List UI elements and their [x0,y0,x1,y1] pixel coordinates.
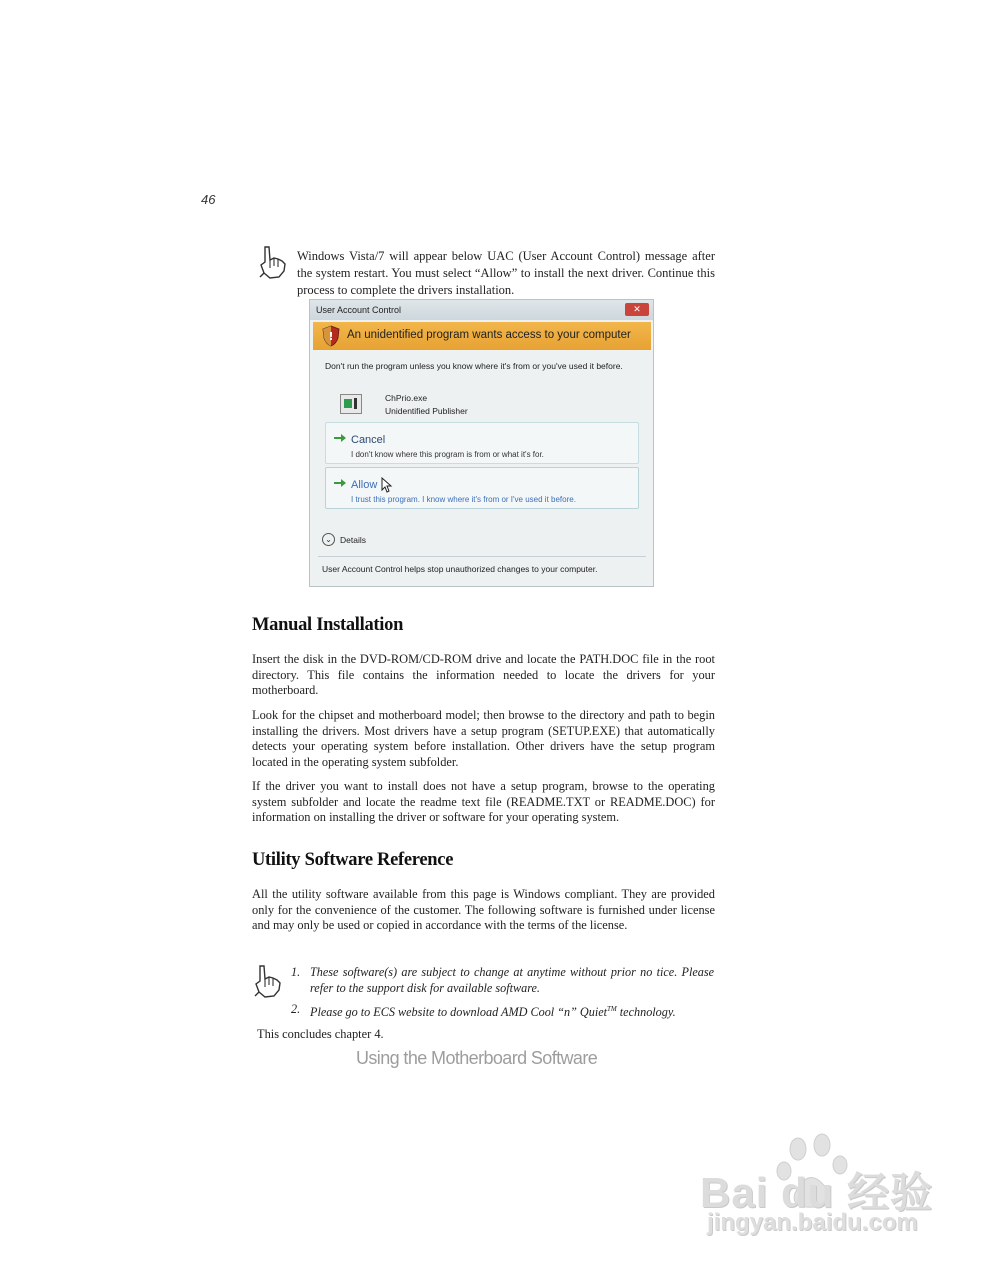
baidu-watermark-url: jingyan.baidu.com [707,1209,918,1236]
manual-paragraph-2: Look for the chipset and motherboard model; then browse to the directory and path to begin installing the drivers. Most drivers have a setup program (SETUP.EXE) that automatically detects your operating system before installation. Other drivers have the setup program located in the operating system subfolder. [252,708,715,769]
cancel-option-description: I don't know where this program is from or what it's for. [351,450,544,459]
uac-note-text: Windows Vista/7 will appear below UAC (User Account Control) message after the system restart. You must select “Allow” to install the next driver. Continue this process to complete the drivers installation. [297,248,715,297]
allow-option-button[interactable] [325,467,639,509]
utility-software-heading: Utility Software Reference [252,850,454,870]
list-item-text-main: Please go to ECS website to download AMD Cool “n” Quiet [310,1005,608,1020]
uac-footer-text: User Account Control helps stop unauthorized changes to your computer. [322,564,598,574]
details-toggle[interactable]: Details [340,535,366,545]
list-item-text: These software(s) are subject to change at anytime without prior no tice. Please refer to the support disk for available software. [310,965,714,995]
svg-text:!: ! [328,330,334,343]
footer-title: Using the Motherboard Software [356,1048,598,1068]
pointing-hand-icon [256,244,290,280]
manual-paragraph-1: Insert the disk in the DVD-ROM/CD-ROM drive and locate the PATH.DOC file in the root directory. This file contains the information needed to locate the drivers for your motherboard. [252,652,715,697]
allow-option-description: I trust this program. I know where it's from or I've used it before. [351,495,576,504]
cancel-option-button[interactable] [325,422,639,464]
close-icon[interactable]: ✕ [625,303,649,316]
uac-window-title: User Account Control [316,305,402,315]
allow-option-label: Allow [351,479,378,491]
mouse-cursor-icon [381,477,393,493]
pointing-hand-icon [251,963,285,999]
chevron-down-icon[interactable]: ⌄ [322,533,335,546]
program-icon [340,394,362,414]
uac-warning-text: Don't run the program unless you know where it's from or you've used it before. [325,361,623,371]
utility-paragraph: All the utility software available from this page is Windows compliant. They are provided only for the convenience of the customer. The following software is furnished under license and may only be used or copied in accordance with the terms of the license. [252,887,715,932]
list-item-text [310,1001,714,1020]
page-number: 46 [201,192,216,207]
program-name: ChPrio.exe [385,393,428,403]
program-publisher: Unidentified Publisher [385,406,468,416]
green-arrow-icon [334,478,346,488]
green-arrow-icon [334,433,346,443]
baidu-watermark-logo: Bai du 经验 [700,1169,934,1216]
manual-paragraph-3: If the driver you want to install does not have a setup program, browse to the operating system subfolder and locate the readme text file (README.TXT or README.DOC) for information on installing the driver or software for your operating system. [252,779,715,824]
cancel-option-label: Cancel [351,434,386,446]
shield-icon [321,325,341,347]
manual-installation-heading: Manual Installation [252,615,404,635]
trademark-mark: TM [607,1005,617,1013]
uac-dialog-screenshot [309,299,654,587]
uac-banner-text: An unidentified program wants access to your computer [347,329,631,341]
list-item-text-end: technology. [616,1005,676,1020]
chapter-conclusion: This concludes chapter 4. [257,1027,384,1041]
uac-divider [318,556,646,557]
uac-titlebar [310,300,653,320]
list-item-number: 2. [291,1002,301,1016]
uac-warning-banner [313,322,651,350]
list-item-number: 1. [291,965,301,979]
